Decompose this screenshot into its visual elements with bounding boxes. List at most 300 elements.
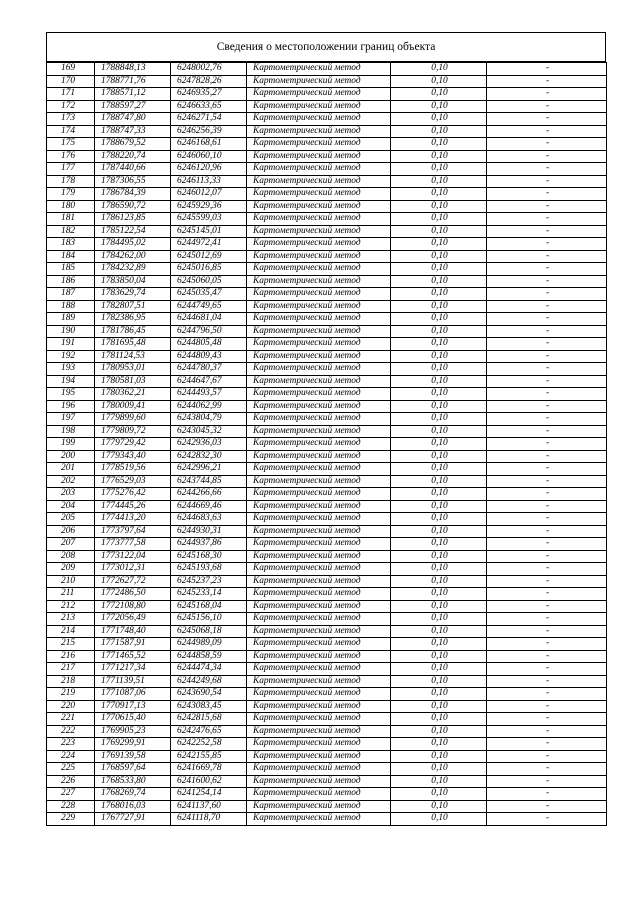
table-row — [47, 138, 607, 151]
cell-y-coordinate: 6242476,65 — [171, 725, 247, 738]
cell-x-coordinate: 1788747,33 — [95, 125, 171, 138]
cell-x-coordinate: 1784262,00 — [95, 250, 171, 263]
cell-point-number: 175 — [47, 138, 95, 151]
cell-x-coordinate: 1771217,34 — [95, 663, 171, 676]
cell-point-number: 217 — [47, 663, 95, 676]
cell-accuracy: 0,10 — [391, 800, 487, 813]
cell-point-number: 223 — [47, 738, 95, 751]
cell-note: - — [487, 538, 607, 551]
cell-accuracy: 0,10 — [391, 713, 487, 726]
cell-accuracy: 0,10 — [391, 200, 487, 213]
cell-note: - — [487, 150, 607, 163]
cell-point-number: 192 — [47, 350, 95, 363]
cell-accuracy: 0,10 — [391, 488, 487, 501]
cell-accuracy: 0,10 — [391, 188, 487, 201]
cell-x-coordinate: 1785122,54 — [95, 225, 171, 238]
cell-point-number: 174 — [47, 125, 95, 138]
table-row — [47, 650, 607, 663]
cell-accuracy: 0,10 — [391, 350, 487, 363]
cell-accuracy: 0,10 — [391, 75, 487, 88]
cell-y-coordinate: 6246935,27 — [171, 88, 247, 101]
cell-note: - — [487, 288, 607, 301]
cell-point-number: 216 — [47, 650, 95, 663]
cell-method: Картометрический метод — [247, 375, 391, 388]
cell-point-number: 170 — [47, 75, 95, 88]
cell-x-coordinate: 1769139,58 — [95, 750, 171, 763]
cell-method: Картометрический метод — [247, 150, 391, 163]
cell-note: - — [487, 450, 607, 463]
cell-method: Картометрический метод — [247, 188, 391, 201]
table-row — [47, 500, 607, 513]
cell-y-coordinate: 6244809,43 — [171, 350, 247, 363]
cell-y-coordinate: 6245068,18 — [171, 625, 247, 638]
cell-note: - — [487, 700, 607, 713]
cell-method: Картометрический метод — [247, 400, 391, 413]
cell-method: Картометрический метод — [247, 300, 391, 313]
table-row — [47, 188, 607, 201]
cell-x-coordinate: 1770615,40 — [95, 713, 171, 726]
cell-point-number: 197 — [47, 413, 95, 426]
table-row — [47, 513, 607, 526]
cell-accuracy: 0,10 — [391, 750, 487, 763]
cell-y-coordinate: 6244930,31 — [171, 525, 247, 538]
cell-note: - — [487, 638, 607, 651]
cell-note: - — [487, 600, 607, 613]
cell-x-coordinate: 1769905,23 — [95, 725, 171, 738]
cell-note: - — [487, 100, 607, 113]
cell-x-coordinate: 1786123,85 — [95, 213, 171, 226]
cell-y-coordinate: 6245168,04 — [171, 600, 247, 613]
table-row — [47, 488, 607, 501]
cell-method: Картометрический метод — [247, 638, 391, 651]
table-row — [47, 263, 607, 276]
cell-point-number: 196 — [47, 400, 95, 413]
cell-accuracy: 0,10 — [391, 725, 487, 738]
table-row — [47, 475, 607, 488]
table-row — [47, 738, 607, 751]
cell-note: - — [487, 750, 607, 763]
cell-method: Картометрический метод — [247, 63, 391, 76]
cell-point-number: 179 — [47, 188, 95, 201]
cell-y-coordinate: 6241254,14 — [171, 788, 247, 801]
cell-x-coordinate: 1771465,52 — [95, 650, 171, 663]
cell-y-coordinate: 6245929,36 — [171, 200, 247, 213]
cell-accuracy: 0,10 — [391, 138, 487, 151]
cell-point-number: 219 — [47, 688, 95, 701]
cell-point-number: 202 — [47, 475, 95, 488]
cell-point-number: 211 — [47, 588, 95, 601]
cell-method: Картометрический метод — [247, 763, 391, 776]
cell-accuracy: 0,10 — [391, 250, 487, 263]
cell-y-coordinate: 6244669,46 — [171, 500, 247, 513]
cell-x-coordinate: 1771748,40 — [95, 625, 171, 638]
cell-accuracy: 0,10 — [391, 575, 487, 588]
table-row — [47, 800, 607, 813]
cell-accuracy: 0,10 — [391, 813, 487, 826]
cell-accuracy: 0,10 — [391, 463, 487, 476]
cell-note: - — [487, 250, 607, 263]
table-row — [47, 88, 607, 101]
cell-point-number: 187 — [47, 288, 95, 301]
table-row — [47, 588, 607, 601]
table-title: Сведения о местоположении границ объекта — [46, 32, 606, 62]
cell-point-number: 176 — [47, 150, 95, 163]
cell-y-coordinate: 6245156,10 — [171, 613, 247, 626]
cell-point-number: 227 — [47, 788, 95, 801]
cell-x-coordinate: 1772486,50 — [95, 588, 171, 601]
cell-y-coordinate: 6241669,78 — [171, 763, 247, 776]
cell-note: - — [487, 400, 607, 413]
table-row — [47, 725, 607, 738]
cell-accuracy: 0,10 — [391, 288, 487, 301]
table-row — [47, 63, 607, 76]
table-row — [47, 438, 607, 451]
cell-method: Картометрический метод — [247, 363, 391, 376]
table-row — [47, 200, 607, 213]
cell-point-number: 228 — [47, 800, 95, 813]
cell-accuracy: 0,10 — [391, 763, 487, 776]
cell-x-coordinate: 1788679,52 — [95, 138, 171, 151]
cell-method: Картометрический метод — [247, 438, 391, 451]
cell-point-number: 183 — [47, 238, 95, 251]
cell-accuracy: 0,10 — [391, 338, 487, 351]
cell-x-coordinate: 1768016,03 — [95, 800, 171, 813]
cell-accuracy: 0,10 — [391, 100, 487, 113]
cell-note: - — [487, 475, 607, 488]
cell-accuracy: 0,10 — [391, 225, 487, 238]
cell-point-number: 184 — [47, 250, 95, 263]
cell-note: - — [487, 188, 607, 201]
cell-accuracy: 0,10 — [391, 538, 487, 551]
cell-note: - — [487, 275, 607, 288]
cell-point-number: 220 — [47, 700, 95, 713]
cell-x-coordinate: 1776529,03 — [95, 475, 171, 488]
cell-note: - — [487, 213, 607, 226]
cell-method: Картометрический метод — [247, 388, 391, 401]
cell-point-number: 200 — [47, 450, 95, 463]
cell-method: Картометрический метод — [247, 238, 391, 251]
cell-y-coordinate: 6242815,68 — [171, 713, 247, 726]
cell-note: - — [487, 788, 607, 801]
cell-note: - — [487, 675, 607, 688]
cell-y-coordinate: 6246168,61 — [171, 138, 247, 151]
table-row — [47, 788, 607, 801]
table-row — [47, 813, 607, 826]
cell-note: - — [487, 325, 607, 338]
cell-method: Картометрический метод — [247, 650, 391, 663]
cell-note: - — [487, 513, 607, 526]
cell-y-coordinate: 6246120,96 — [171, 163, 247, 176]
cell-accuracy: 0,10 — [391, 400, 487, 413]
cell-note: - — [487, 238, 607, 251]
cell-x-coordinate: 1788220,74 — [95, 150, 171, 163]
cell-note: - — [487, 550, 607, 563]
cell-point-number: 205 — [47, 513, 95, 526]
cell-note: - — [487, 338, 607, 351]
cell-note: - — [487, 613, 607, 626]
cell-note: - — [487, 138, 607, 151]
cell-note: - — [487, 688, 607, 701]
cell-note: - — [487, 225, 607, 238]
cell-method: Картометрический метод — [247, 175, 391, 188]
table-row — [47, 688, 607, 701]
table-row — [47, 775, 607, 788]
cell-x-coordinate: 1780009,41 — [95, 400, 171, 413]
cell-x-coordinate: 1779343,40 — [95, 450, 171, 463]
cell-x-coordinate: 1773012,31 — [95, 563, 171, 576]
cell-note: - — [487, 113, 607, 126]
cell-x-coordinate: 1772627,72 — [95, 575, 171, 588]
cell-point-number: 169 — [47, 63, 95, 76]
table-row — [47, 225, 607, 238]
table-row — [47, 150, 607, 163]
coordinates-table-body — [47, 63, 607, 826]
cell-method: Картометрический метод — [247, 100, 391, 113]
cell-accuracy: 0,10 — [391, 88, 487, 101]
cell-x-coordinate: 1774413,20 — [95, 513, 171, 526]
cell-y-coordinate: 6245193,68 — [171, 563, 247, 576]
cell-point-number: 181 — [47, 213, 95, 226]
table-row — [47, 400, 607, 413]
table-row — [47, 713, 607, 726]
cell-note: - — [487, 563, 607, 576]
table-row — [47, 388, 607, 401]
cell-x-coordinate: 1781786,45 — [95, 325, 171, 338]
cell-accuracy: 0,10 — [391, 663, 487, 676]
cell-accuracy: 0,10 — [391, 438, 487, 451]
cell-y-coordinate: 6244796,50 — [171, 325, 247, 338]
boundary-sheet — [46, 32, 606, 826]
cell-method: Картометрический метод — [247, 138, 391, 151]
cell-x-coordinate: 1783850,04 — [95, 275, 171, 288]
table-row — [47, 450, 607, 463]
cell-y-coordinate: 6243744,85 — [171, 475, 247, 488]
cell-y-coordinate: 6244749,65 — [171, 300, 247, 313]
table-row — [47, 100, 607, 113]
table-row — [47, 575, 607, 588]
cell-y-coordinate: 6246256,39 — [171, 125, 247, 138]
cell-note: - — [487, 313, 607, 326]
cell-accuracy: 0,10 — [391, 313, 487, 326]
cell-x-coordinate: 1788848,13 — [95, 63, 171, 76]
cell-x-coordinate: 1768533,80 — [95, 775, 171, 788]
cell-accuracy: 0,10 — [391, 325, 487, 338]
cell-method: Картометрический метод — [247, 275, 391, 288]
cell-note: - — [487, 500, 607, 513]
cell-x-coordinate: 1773777,58 — [95, 538, 171, 551]
cell-y-coordinate: 6242252,58 — [171, 738, 247, 751]
cell-x-coordinate: 1780362,21 — [95, 388, 171, 401]
cell-method: Картометрический метод — [247, 700, 391, 713]
cell-point-number: 226 — [47, 775, 95, 788]
cell-y-coordinate: 6241118,70 — [171, 813, 247, 826]
cell-method: Картометрический метод — [247, 125, 391, 138]
cell-point-number: 221 — [47, 713, 95, 726]
cell-accuracy: 0,10 — [391, 175, 487, 188]
cell-y-coordinate: 6244062,99 — [171, 400, 247, 413]
table-row — [47, 125, 607, 138]
cell-point-number: 191 — [47, 338, 95, 351]
cell-point-number: 178 — [47, 175, 95, 188]
cell-x-coordinate: 1774445,26 — [95, 500, 171, 513]
cell-method: Картометрический метод — [247, 563, 391, 576]
cell-point-number: 203 — [47, 488, 95, 501]
cell-y-coordinate: 6244989,09 — [171, 638, 247, 651]
cell-accuracy: 0,10 — [391, 613, 487, 626]
cell-x-coordinate: 1788597,27 — [95, 100, 171, 113]
cell-note: - — [487, 363, 607, 376]
cell-x-coordinate: 1787306,55 — [95, 175, 171, 188]
table-row — [47, 300, 607, 313]
cell-method: Картометрический метод — [247, 325, 391, 338]
cell-x-coordinate: 1780581,03 — [95, 375, 171, 388]
cell-x-coordinate: 1772108,80 — [95, 600, 171, 613]
cell-accuracy: 0,10 — [391, 650, 487, 663]
cell-note: - — [487, 625, 607, 638]
cell-accuracy: 0,10 — [391, 588, 487, 601]
cell-point-number: 172 — [47, 100, 95, 113]
cell-accuracy: 0,10 — [391, 625, 487, 638]
cell-method: Картометрический метод — [247, 475, 391, 488]
cell-y-coordinate: 6245016,85 — [171, 263, 247, 276]
cell-point-number: 222 — [47, 725, 95, 738]
cell-note: - — [487, 88, 607, 101]
cell-x-coordinate: 1783629,74 — [95, 288, 171, 301]
cell-point-number: 194 — [47, 375, 95, 388]
cell-x-coordinate: 1787440,66 — [95, 163, 171, 176]
cell-accuracy: 0,10 — [391, 275, 487, 288]
cell-note: - — [487, 200, 607, 213]
cell-accuracy: 0,10 — [391, 675, 487, 688]
cell-y-coordinate: 6244681,04 — [171, 313, 247, 326]
cell-point-number: 198 — [47, 425, 95, 438]
table-row — [47, 175, 607, 188]
cell-y-coordinate: 6246633,65 — [171, 100, 247, 113]
cell-y-coordinate: 6244972,41 — [171, 238, 247, 251]
cell-accuracy: 0,10 — [391, 163, 487, 176]
cell-y-coordinate: 6245060,05 — [171, 275, 247, 288]
cell-method: Картометрический метод — [247, 663, 391, 676]
cell-accuracy: 0,10 — [391, 363, 487, 376]
cell-point-number: 207 — [47, 538, 95, 551]
cell-y-coordinate: 6244249,68 — [171, 675, 247, 688]
cell-accuracy: 0,10 — [391, 688, 487, 701]
cell-method: Картометрический метод — [247, 288, 391, 301]
cell-x-coordinate: 1779809,72 — [95, 425, 171, 438]
cell-y-coordinate: 6246113,33 — [171, 175, 247, 188]
cell-x-coordinate: 1771139,51 — [95, 675, 171, 688]
cell-accuracy: 0,10 — [391, 788, 487, 801]
cell-point-number: 188 — [47, 300, 95, 313]
table-row — [47, 413, 607, 426]
cell-point-number: 215 — [47, 638, 95, 651]
cell-y-coordinate: 6242936,03 — [171, 438, 247, 451]
cell-accuracy: 0,10 — [391, 700, 487, 713]
cell-point-number: 173 — [47, 113, 95, 126]
cell-method: Картометрический метод — [247, 813, 391, 826]
table-row — [47, 763, 607, 776]
cell-x-coordinate: 1782807,51 — [95, 300, 171, 313]
table-row — [47, 288, 607, 301]
cell-accuracy: 0,10 — [391, 300, 487, 313]
table-row — [47, 75, 607, 88]
cell-point-number: 193 — [47, 363, 95, 376]
cell-point-number: 195 — [47, 388, 95, 401]
cell-point-number: 214 — [47, 625, 95, 638]
cell-accuracy: 0,10 — [391, 563, 487, 576]
cell-x-coordinate: 1769299,91 — [95, 738, 171, 751]
cell-method: Картометрический метод — [247, 538, 391, 551]
cell-point-number: 189 — [47, 313, 95, 326]
cell-point-number: 186 — [47, 275, 95, 288]
cell-y-coordinate: 6242996,21 — [171, 463, 247, 476]
cell-accuracy: 0,10 — [391, 600, 487, 613]
cell-x-coordinate: 1773122,04 — [95, 550, 171, 563]
cell-method: Картометрический метод — [247, 225, 391, 238]
cell-note: - — [487, 63, 607, 76]
cell-x-coordinate: 1779899,60 — [95, 413, 171, 426]
table-row — [47, 600, 607, 613]
cell-accuracy: 0,10 — [391, 775, 487, 788]
cell-point-number: 204 — [47, 500, 95, 513]
cell-method: Картометрический метод — [247, 675, 391, 688]
cell-y-coordinate: 6244266,66 — [171, 488, 247, 501]
cell-y-coordinate: 6245237,23 — [171, 575, 247, 588]
cell-x-coordinate: 1788747,80 — [95, 113, 171, 126]
cell-x-coordinate: 1768597,64 — [95, 763, 171, 776]
cell-method: Картометрический метод — [247, 525, 391, 538]
table-row — [47, 250, 607, 263]
cell-y-coordinate: 6244474,34 — [171, 663, 247, 676]
table-row — [47, 163, 607, 176]
cell-x-coordinate: 1780953,01 — [95, 363, 171, 376]
table-row — [47, 375, 607, 388]
cell-method: Картометрический метод — [247, 338, 391, 351]
cell-y-coordinate: 6247828,26 — [171, 75, 247, 88]
cell-method: Картометрический метод — [247, 113, 391, 126]
table-row — [47, 463, 607, 476]
cell-note: - — [487, 800, 607, 813]
cell-note: - — [487, 350, 607, 363]
cell-y-coordinate: 6248002,76 — [171, 63, 247, 76]
cell-accuracy: 0,10 — [391, 413, 487, 426]
cell-note: - — [487, 713, 607, 726]
table-row — [47, 113, 607, 126]
cell-x-coordinate: 1779729,42 — [95, 438, 171, 451]
cell-point-number: 213 — [47, 613, 95, 626]
cell-point-number: 208 — [47, 550, 95, 563]
cell-note: - — [487, 375, 607, 388]
cell-point-number: 180 — [47, 200, 95, 213]
cell-accuracy: 0,10 — [391, 525, 487, 538]
cell-x-coordinate: 1788771,76 — [95, 75, 171, 88]
cell-method: Картометрический метод — [247, 713, 391, 726]
cell-y-coordinate: 6246012,07 — [171, 188, 247, 201]
cell-method: Картометрический метод — [247, 575, 391, 588]
cell-method: Картометрический метод — [247, 263, 391, 276]
coordinates-table — [46, 62, 607, 826]
cell-x-coordinate: 1767727,91 — [95, 813, 171, 826]
table-row — [47, 238, 607, 251]
cell-note: - — [487, 588, 607, 601]
cell-method: Картометрический метод — [247, 513, 391, 526]
cell-y-coordinate: 6245145,01 — [171, 225, 247, 238]
cell-method: Картометрический метод — [247, 350, 391, 363]
cell-point-number: 199 — [47, 438, 95, 451]
table-row — [47, 550, 607, 563]
cell-method: Картометрический метод — [247, 800, 391, 813]
cell-y-coordinate: 6244493,57 — [171, 388, 247, 401]
